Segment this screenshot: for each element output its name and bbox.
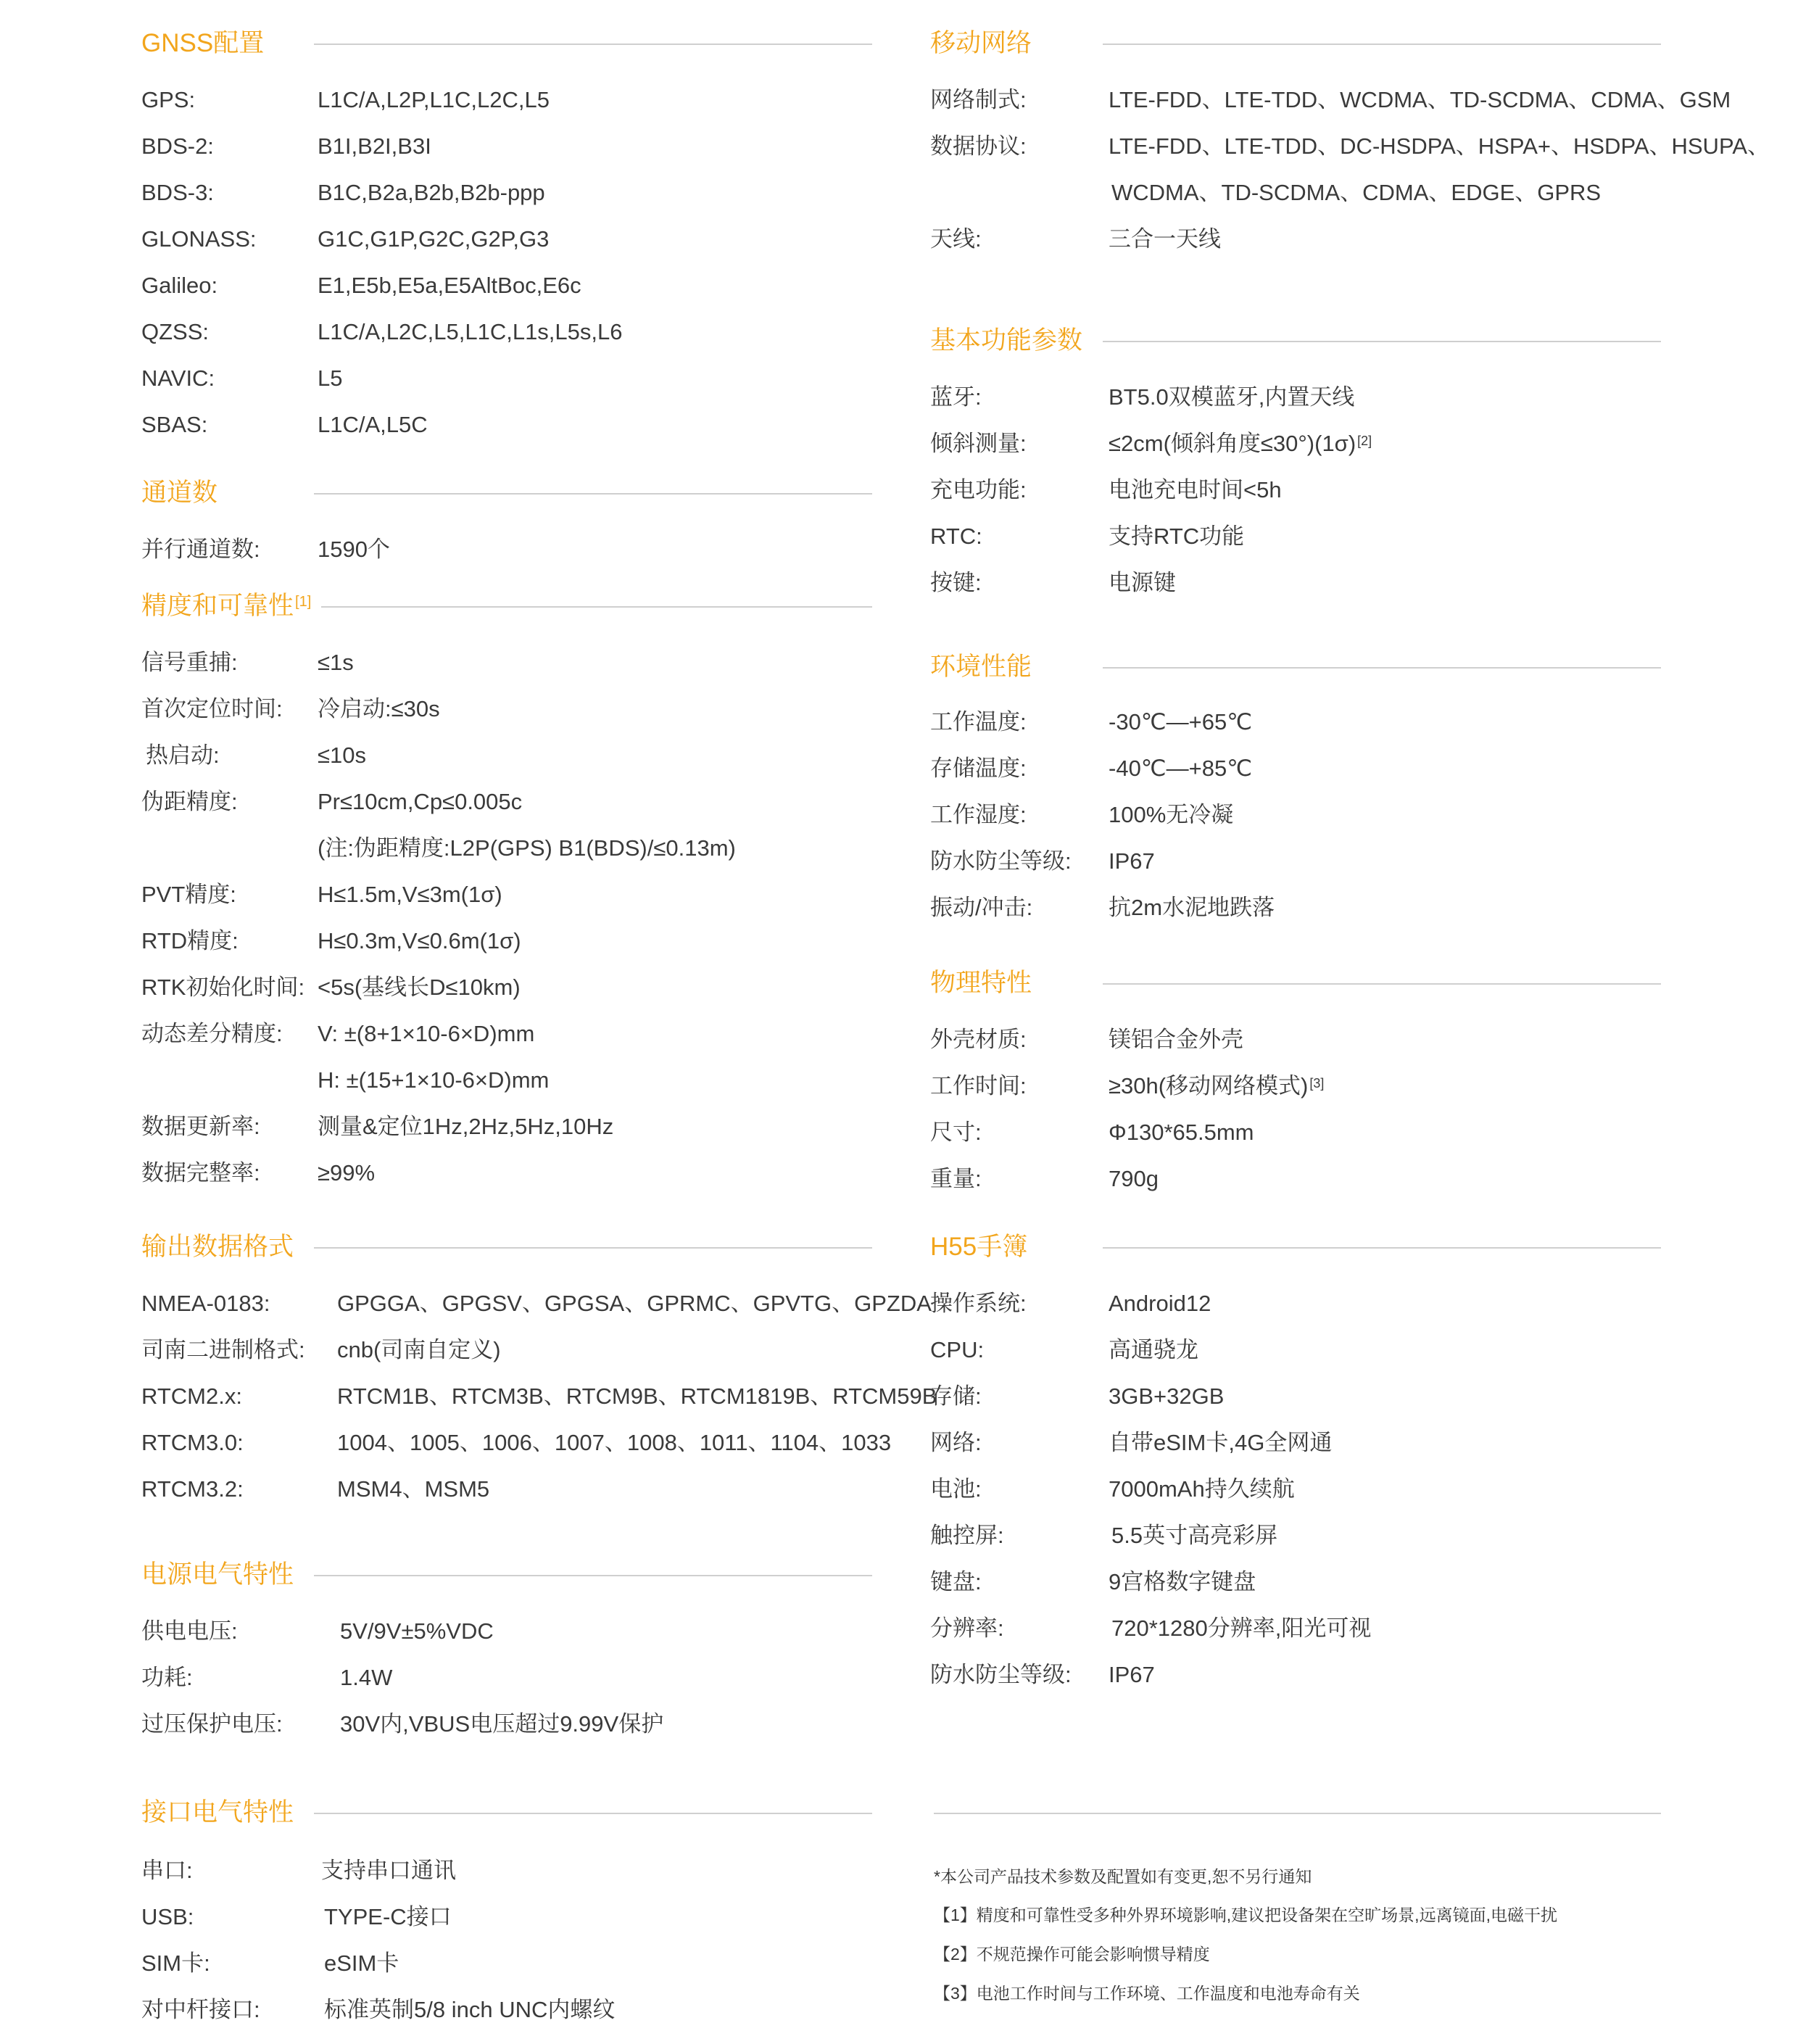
- section-title: 通道数: [141, 479, 218, 507]
- section-title: 电源电气特性: [141, 1560, 294, 1589]
- spec-label: BDS-2:: [141, 133, 214, 159]
- spec-value: GPGGA、GPGSV、GPGSA、GPRMC、GPVTG、GPZDA: [337, 1291, 932, 1316]
- spec-label: 信号重捕:: [141, 650, 238, 675]
- spec-label: 触控屏:: [930, 1523, 1004, 1548]
- spec-value: MSM4、MSM5: [337, 1476, 490, 1502]
- spec-value: RTCM1B、RTCM3B、RTCM9B、RTCM1819B、RTCM59B: [337, 1383, 937, 1409]
- spec-value: H≤0.3m,V≤0.6m(1σ): [318, 928, 521, 953]
- spec-value: 自带eSIM卡,4G全网通: [1109, 1430, 1333, 1455]
- spec-label: 防水防尘等级:: [930, 1662, 1072, 1687]
- spec-label: GPS:: [141, 87, 196, 112]
- spec-value: 测量&定位1Hz,2Hz,5Hz,10Hz: [318, 1114, 614, 1139]
- section-title: 接口电气特性: [141, 1798, 294, 1826]
- spec-value: L1C/A,L5C: [318, 412, 428, 437]
- section-title: 物理特性: [930, 969, 1032, 997]
- spec-label: 过压保护电压:: [141, 1711, 283, 1737]
- spec-label: 键盘:: [930, 1569, 982, 1594]
- spec-value: 5V/9V±5%VDC: [340, 1618, 494, 1644]
- spec-label: RTCM2.x:: [141, 1383, 242, 1409]
- spec-label: 串口:: [141, 1858, 193, 1883]
- spec-value: 1004、1005、1006、1007、1008、1011、1104、1033: [337, 1430, 892, 1455]
- section-gnss-header: [141, 22, 874, 65]
- spec-value: 30V内,VBUS电压超过9.99V保护: [340, 1711, 664, 1737]
- spec-value: 1.4W: [340, 1665, 393, 1690]
- spec-value: ≤10s: [318, 742, 366, 768]
- section-divider: [1103, 1247, 1661, 1249]
- spec-value: 高通骁龙: [1109, 1337, 1198, 1362]
- spec-label: 存储温度:: [930, 756, 1027, 781]
- spec-label: 网络:: [930, 1430, 982, 1455]
- footnote-2: 【2】不规范操作可能会影响惯导精度: [934, 1945, 1210, 1964]
- section-divider: [321, 606, 872, 608]
- notes-divider: [934, 1813, 1661, 1814]
- spec-label: 防水防尘等级:: [930, 848, 1072, 874]
- spec-label: 首次定位时间:: [141, 696, 283, 721]
- spec-value: L1C/A,L2P,L1C,L2C,L5: [318, 87, 550, 112]
- spec-value: TYPE-C接口: [324, 1904, 452, 1929]
- section-output-header: [141, 1225, 874, 1269]
- spec-value: 抗2m水泥地跌落: [1109, 895, 1275, 920]
- spec-value: ≥99%: [318, 1160, 376, 1186]
- section-title: 环境性能: [930, 653, 1032, 681]
- spec-label: BDS-3:: [141, 180, 214, 205]
- spec-value: 支持串口通讯: [321, 1858, 456, 1883]
- spec-value: 冷启动:≤30s: [318, 696, 440, 721]
- spec-label: NMEA-0183:: [141, 1291, 270, 1316]
- spec-value: ≥30h(移动网络模式) [3]: [1109, 1073, 1325, 1098]
- spec-label: RTD精度:: [141, 928, 239, 953]
- footnote-3: 【3】电池工作时间与工作环境、工作温度和电池寿命有关: [934, 1984, 1360, 2003]
- spec-value: ≤2cm(倾斜角度≤30°)(1σ) [2]: [1109, 431, 1372, 456]
- footnote-ref: [2]: [1357, 434, 1372, 448]
- spec-label: RTC:: [930, 524, 982, 549]
- section-title: 移动网络: [930, 29, 1032, 57]
- spec-value: cnb(司南自定义): [337, 1337, 501, 1362]
- spec-label: 振动/冲击:: [930, 895, 1033, 920]
- footnote-ref: [1]: [295, 594, 312, 610]
- spec-value: IP67: [1109, 848, 1155, 874]
- spec-label: 数据更新率:: [141, 1114, 260, 1139]
- spec-label: 供电电压:: [141, 1618, 238, 1644]
- spec-label: 司南二进制格式:: [141, 1337, 305, 1362]
- spec-label: 外壳材质:: [930, 1027, 1027, 1052]
- spec-value: 5.5英寸高亮彩屏: [1111, 1523, 1278, 1548]
- spec-value: BT5.0双模蓝牙,内置天线: [1109, 384, 1355, 410]
- spec-label: NAVIC:: [141, 365, 215, 391]
- spec-value: G1C,G1P,G2C,G2P,G3: [318, 226, 550, 252]
- spec-value: 790g: [1109, 1166, 1159, 1191]
- spec-label: CPU:: [930, 1337, 985, 1362]
- section-physical-header: [930, 961, 1662, 1005]
- spec-label: 工作时间:: [930, 1073, 1027, 1098]
- spec-value: -30℃—+65℃: [1109, 709, 1253, 735]
- spec-label: 电池:: [930, 1476, 982, 1502]
- section-title: 输出数据格式: [141, 1233, 294, 1261]
- spec-label: 存储:: [930, 1383, 982, 1409]
- spec-label: SBAS:: [141, 412, 208, 437]
- spec-value: Android12: [1109, 1291, 1211, 1316]
- spec-value: B1I,B2I,B3I: [318, 133, 431, 159]
- section-divider: [1103, 983, 1661, 985]
- spec-label: 重量:: [930, 1166, 982, 1191]
- spec-label: 数据协议:: [930, 133, 1027, 159]
- spec-label: 分辨率:: [930, 1615, 1004, 1641]
- spec-value: LTE-FDD、LTE-TDD、WCDMA、TD-SCDMA、CDMA、GSM: [1109, 87, 1731, 112]
- section-title: GNSS配置: [141, 29, 265, 57]
- spec-value: 电池充电时间<5h: [1109, 477, 1282, 502]
- section-divider: [1103, 44, 1661, 45]
- footnote-ref: [3]: [1309, 1076, 1325, 1091]
- section-basic-header: [930, 319, 1662, 363]
- spec-label: 网络制式:: [930, 87, 1027, 112]
- spec-value: -40℃—+85℃: [1109, 756, 1253, 781]
- spec-label: 操作系统:: [930, 1291, 1027, 1316]
- spec-label: SIM卡:: [141, 1950, 210, 1976]
- spec-label: GLONASS:: [141, 226, 257, 252]
- spec-value: <5s(基线长D≤10km): [318, 975, 521, 1000]
- spec-value: Φ130*65.5mm: [1109, 1120, 1254, 1145]
- spec-value: eSIM卡: [324, 1950, 399, 1976]
- spec-value: 720*1280分辨率,阳光可视: [1111, 1615, 1372, 1641]
- section-divider: [314, 1813, 872, 1814]
- spec-label: 蓝牙:: [930, 384, 982, 410]
- spec-value: B1C,B2a,B2b,B2b-ppp: [318, 180, 545, 205]
- spec-label: 按键:: [930, 570, 982, 595]
- footnote-1: 【1】精度和可靠性受多种外界环境影响,建议把设备架在空旷场景,远离镜面,电磁干扰: [934, 1906, 1557, 1924]
- spec-label: 工作湿度:: [930, 802, 1027, 827]
- spec-label: PVT精度:: [141, 882, 236, 907]
- spec-label: QZSS:: [141, 319, 210, 344]
- spec-value: 1590个: [318, 537, 390, 562]
- section-env-header: [930, 645, 1662, 689]
- section-title: 精度和可靠性 [1]: [141, 592, 312, 620]
- section-divider: [1103, 341, 1661, 342]
- spec-value: H≤1.5m,V≤3m(1σ): [318, 882, 502, 907]
- section-handbook-header: [930, 1225, 1662, 1269]
- spec-value: LTE-FDD、LTE-TDD、DC-HSDPA、HSPA+、HSDPA、HSUPA、: [1109, 133, 1770, 159]
- spec-label: 动态差分精度:: [141, 1021, 283, 1046]
- spec-value: 7000mAh持久续航: [1109, 1476, 1295, 1502]
- section-title: H55手簿: [930, 1233, 1028, 1261]
- section-interface-header: [141, 1791, 874, 1834]
- spec-value: E1,E5b,E5a,E5AltBoc,E6c: [318, 273, 581, 298]
- spec-label: 并行通道数:: [141, 537, 260, 562]
- spec-value: L1C/A,L2C,L5,L1C,L1s,L5s,L6: [318, 319, 623, 344]
- spec-value: 9宫格数字键盘: [1109, 1569, 1256, 1594]
- section-divider: [314, 1247, 872, 1249]
- spec-value: (注:伪距精度:L2P(GPS) B1(BDS)/≤0.13m): [318, 835, 736, 861]
- section-divider: [314, 44, 872, 45]
- spec-label: 倾斜测量:: [930, 431, 1027, 456]
- spec-label: 数据完整率:: [141, 1160, 260, 1186]
- spec-value: L5: [318, 365, 343, 391]
- spec-value: 3GB+32GB: [1109, 1383, 1225, 1409]
- footnote-disclaimer: *本公司产品技术参数及配置如有变更,恕不另行通知: [934, 1867, 1312, 1886]
- spec-value: 三合一天线: [1109, 226, 1221, 252]
- spec-value: 标准英制5/8 inch UNC内螺纹: [324, 1997, 616, 2022]
- spec-label: 热启动:: [146, 742, 220, 768]
- spec-value: ≤1s: [318, 650, 354, 675]
- spec-value: 电源键: [1109, 570, 1176, 595]
- spec-value: IP67: [1109, 1662, 1155, 1687]
- spec-label: 尺寸:: [930, 1120, 982, 1145]
- spec-value: 支持RTC功能: [1109, 524, 1245, 549]
- section-power-header: [141, 1553, 874, 1597]
- section-divider: [314, 493, 872, 495]
- spec-label: USB:: [141, 1904, 194, 1929]
- section-title: 基本功能参数: [930, 326, 1083, 355]
- section-accuracy-header: [141, 584, 874, 628]
- spec-label: Galileo:: [141, 273, 218, 298]
- section-channels-header: [141, 471, 874, 515]
- spec-value: H: ±(15+1×10-6×D)mm: [318, 1067, 550, 1093]
- spec-value: Pr≤10cm,Cp≤0.005c: [318, 789, 523, 814]
- spec-label: RTCM3.2:: [141, 1476, 244, 1502]
- spec-value: 100%无冷凝: [1109, 802, 1234, 827]
- spec-label: 功耗:: [141, 1665, 193, 1690]
- spec-label: 对中杆接口:: [141, 1997, 260, 2022]
- section-mobile-header: [930, 22, 1662, 65]
- spec-value: V: ±(8+1×10-6×D)mm: [318, 1021, 535, 1046]
- spec-label: 伪距精度:: [141, 789, 238, 814]
- spec-label: RTK初始化时间:: [141, 975, 305, 1000]
- spec-label: 充电功能:: [930, 477, 1027, 502]
- spec-label: 工作温度:: [930, 709, 1027, 735]
- section-divider: [1103, 667, 1661, 669]
- spec-label: 天线:: [930, 226, 982, 252]
- section-divider: [314, 1575, 872, 1576]
- spec-value: WCDMA、TD-SCDMA、CDMA、EDGE、GPRS: [1111, 180, 1602, 205]
- spec-label: RTCM3.0:: [141, 1430, 244, 1455]
- spec-value: 镁铝合金外壳: [1109, 1027, 1243, 1052]
